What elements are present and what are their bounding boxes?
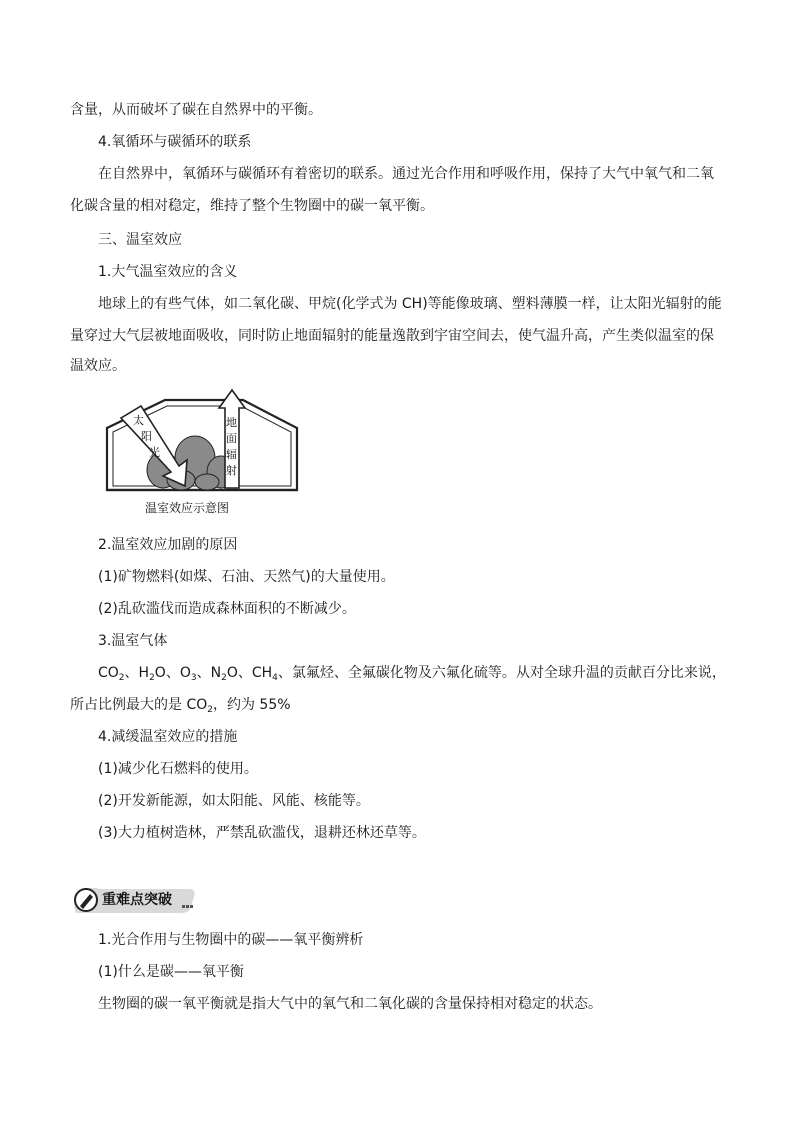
sun-label-1: 太	[133, 414, 144, 427]
gases-line-1: $CO_2$、$H_2O$、$O_3$、$N_2O$、$CH_4$、氯氟烃、全氟碳化物及六氟化硫等。从对全球升温的贡献百分比来说，	[98, 665, 726, 683]
sun-label-3: 光	[149, 446, 160, 459]
para-3-line1: 地球上的有些气体，如二氧化碳、甲烷(化学式为 CH)等能像玻璃、塑料薄膜一样，让太阳光辐射的能	[98, 296, 722, 312]
para-2-line2: 化碳含量的相对稳定，维持了整个生物圈中的碳一氧平衡。	[70, 198, 434, 214]
cause-2: (2)乱砍滥伐而造成森林面积的不断减少。	[98, 601, 356, 617]
para-3-line2: 量穿过大气层被地面吸收，同时防止地面辐射的能量逸散到宇宙空间去，使气温升高，产生类似温室的保	[70, 328, 714, 344]
measure-3: (3)大力植树造林，严禁乱砍滥伐，退耕还林还草等。	[98, 825, 426, 841]
ground-label-4: 射	[226, 464, 237, 477]
section-badge	[70, 883, 200, 915]
balance-definition: 生物圈的碳一氧平衡就是指大气中的氧气和二氧化碳的含量保持相对稳定的状态。	[98, 996, 602, 1012]
greenhouse-diagram-svg	[103, 388, 299, 520]
heading-mitigation: 4.减缓温室效应的措施	[98, 729, 238, 745]
heading-greenhouse-gases: 3.温室气体	[98, 633, 168, 649]
subheading-what-is-balance: (1)什么是碳——氧平衡	[98, 964, 244, 980]
heading-oxygen-carbon-link: 4.氧循环与碳循环的联系	[98, 134, 252, 150]
gases-line-2: 所占比例最大的是 $CO_2$，约为 55%	[70, 697, 291, 715]
ground-label-2: 面	[226, 432, 237, 445]
ground-label-3: 辐	[226, 448, 237, 461]
para-1: 含量，从而破坏了碳在自然界中的平衡。	[70, 102, 322, 118]
ground-label-1: 地	[226, 416, 237, 429]
measure-2: (2)开发新能源，如太阳能、风能、核能等。	[98, 793, 370, 809]
heading-greenhouse-cause: 2.温室效应加剧的原因	[98, 537, 238, 553]
heading-carbon-oxygen-balance: 1.光合作用与生物圈中的碳——氧平衡辨析	[98, 932, 364, 948]
heading-greenhouse-meaning: 1.大气温室效应的含义	[98, 264, 238, 280]
para-2-line1: 在自然界中，氧循环与碳循环有着密切的联系。通过光合作用和呼吸作用，保持了大气中氧气和二氧	[98, 166, 714, 182]
sun-label-2: 阳	[141, 430, 152, 443]
measure-1: (1)减少化石燃料的使用。	[98, 761, 258, 777]
badge-label: 重难点突破	[102, 892, 172, 908]
greenhouse-diagram	[103, 388, 299, 520]
heading-greenhouse: 三、温室效应	[98, 232, 182, 248]
para-3-line3: 温效应。	[70, 358, 126, 374]
figure-caption: 温室效应示意图	[145, 501, 230, 515]
cause-1: (1)矿物燃料(如煤、石油、天然气)的大量使用。	[98, 569, 395, 585]
